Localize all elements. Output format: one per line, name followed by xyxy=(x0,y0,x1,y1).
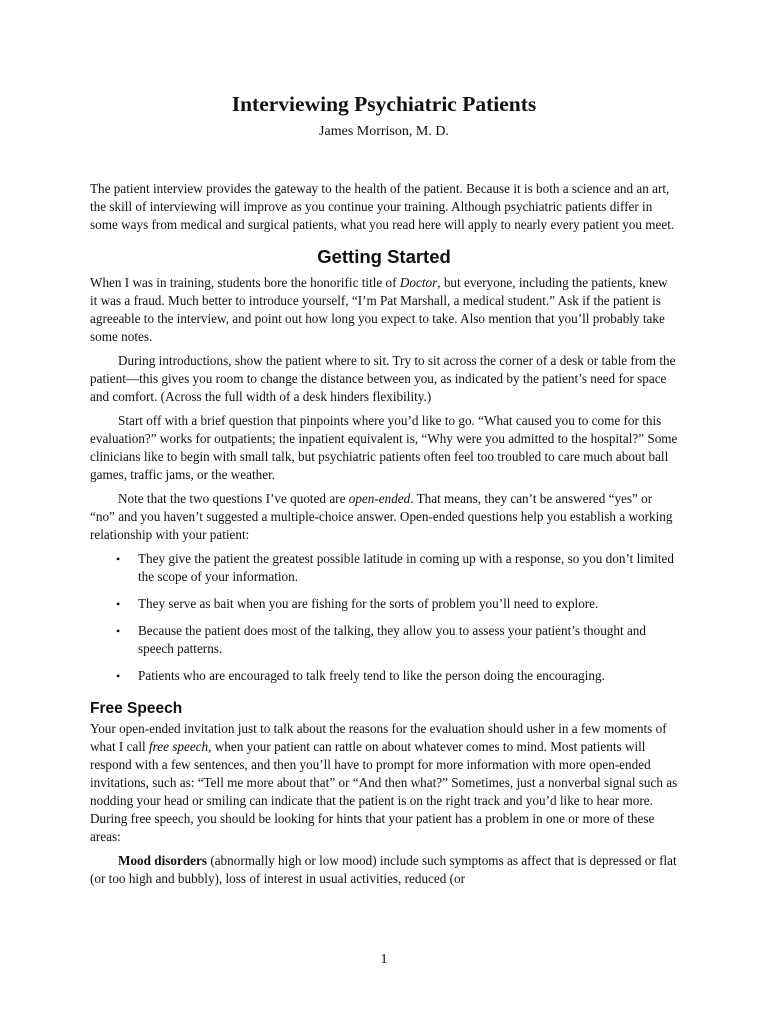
list-item-text: Because the patient does most of the talking, they allow you to assess your patient’s thought and speech patterns. xyxy=(138,623,646,656)
text-run: (abnormally high or low mood) include such symptoms as affect that is depressed or flat (or too high and bubbly), loss of interest in usual activities, reduced (or xyxy=(90,853,677,886)
document-body xyxy=(90,180,678,894)
list-item-text: They give the patient the greatest possible latitude in coming up with a response, so you don’t limited the scope of your information. xyxy=(138,551,674,584)
paragraph-training xyxy=(90,274,678,346)
bullet-icon: • xyxy=(116,597,121,611)
list-item xyxy=(90,622,678,658)
text-run: . That means, they can’t be answered “yes” or “no” and you haven’t suggested a multiple-choice answer. Open-ended questions help you establish a working relationship with your patient: xyxy=(90,491,673,542)
list-item-text: Patients who are encouraged to talk freely tend to like the person doing the encouraging. xyxy=(138,668,605,683)
document-title: Interviewing Psychiatric Patients xyxy=(231,92,537,116)
paragraph-free-speech xyxy=(90,720,678,846)
text-run: , but everyone, including the patients, knew it was a fraud. Much better to introduce yourself, “I’m Pat Marshall, a medical student.” Ask if the patient is agreeable to the interview, and point out how long you expect to take. Also mention that you’ll probably take some notes. xyxy=(90,275,668,344)
list-item xyxy=(90,550,678,586)
bullet-icon: • xyxy=(116,669,121,683)
bold-term-mood-disorders: Mood disorders xyxy=(118,853,208,868)
text-run: Your open-ended invitation just to talk about the reasons for the evaluation should usher in a few moments of what I call xyxy=(90,721,667,754)
list-item xyxy=(90,667,678,685)
bullet-icon: • xyxy=(116,552,121,566)
paragraph-mood-disorders xyxy=(90,852,678,888)
list-item-text: They serve as bait when you are fishing for the sorts of problem you’ll need to explore. xyxy=(138,596,599,611)
emphasis-open-ended: open-ended xyxy=(348,491,411,506)
intro-paragraph: The patient interview provides the gateway to the health of the patient. Because it is both a science and an art, the skill of interviewing will improve as you continue your training. Although psychiatric patients differ in some ways from medical and surgical patients, what you read here will apply to nearly every patient you meet. xyxy=(90,181,675,232)
bullet-icon: • xyxy=(116,624,121,638)
paragraph-introductions: During introductions, show the patient where to sit. Try to sit across the corner of a desk or table from the patient—this gives you room to change the distance between you, as indicated by the patient’s need for space and comfort. (Across the full width of a desk hinders flexibility.) xyxy=(90,353,676,404)
list-item xyxy=(90,595,678,613)
text-run: Note that the two questions I’ve quoted are xyxy=(118,491,349,506)
page-number: 1 xyxy=(380,952,388,967)
paragraph-start-off: Start off with a brief question that pinpoints where you’d like to go. “What caused you to come for this evaluation?” works for outpatients; the inpatient equivalent is, “Why were you admitted to the hospital?” Some clinicians like to begin with small talk, but psychiatric patients often feel too troubled to care much about ball games, traffic jams, or the weather. xyxy=(90,413,678,482)
text-run: When I was in training, students bore the honorific title of xyxy=(90,275,400,290)
author-line: James Morrison, M. D. xyxy=(319,124,449,139)
emphasis-free-speech: free speech xyxy=(148,739,209,754)
section-heading-getting-started: Getting Started xyxy=(317,246,451,267)
bullet-list xyxy=(90,550,678,685)
paragraph-open-ended xyxy=(90,490,678,544)
emphasis-doctor: Doctor xyxy=(399,275,438,290)
text-run: , when your patient can rattle on about whatever comes to mind. Most patients will respond with a few sentences, and then you’ll have to prompt for more information with more open-ended invitations, such as: “Tell me more about that” or “And then what?” Sometimes, just a nonverbal signal such as nodding your head or smiling can indicate that the patient is on the right track and you’d like to hear more. During free speech, you should be looking for hints that your patient has a problem in one or more of these areas: xyxy=(90,739,678,844)
section-heading-free-speech: Free Speech xyxy=(90,700,183,717)
